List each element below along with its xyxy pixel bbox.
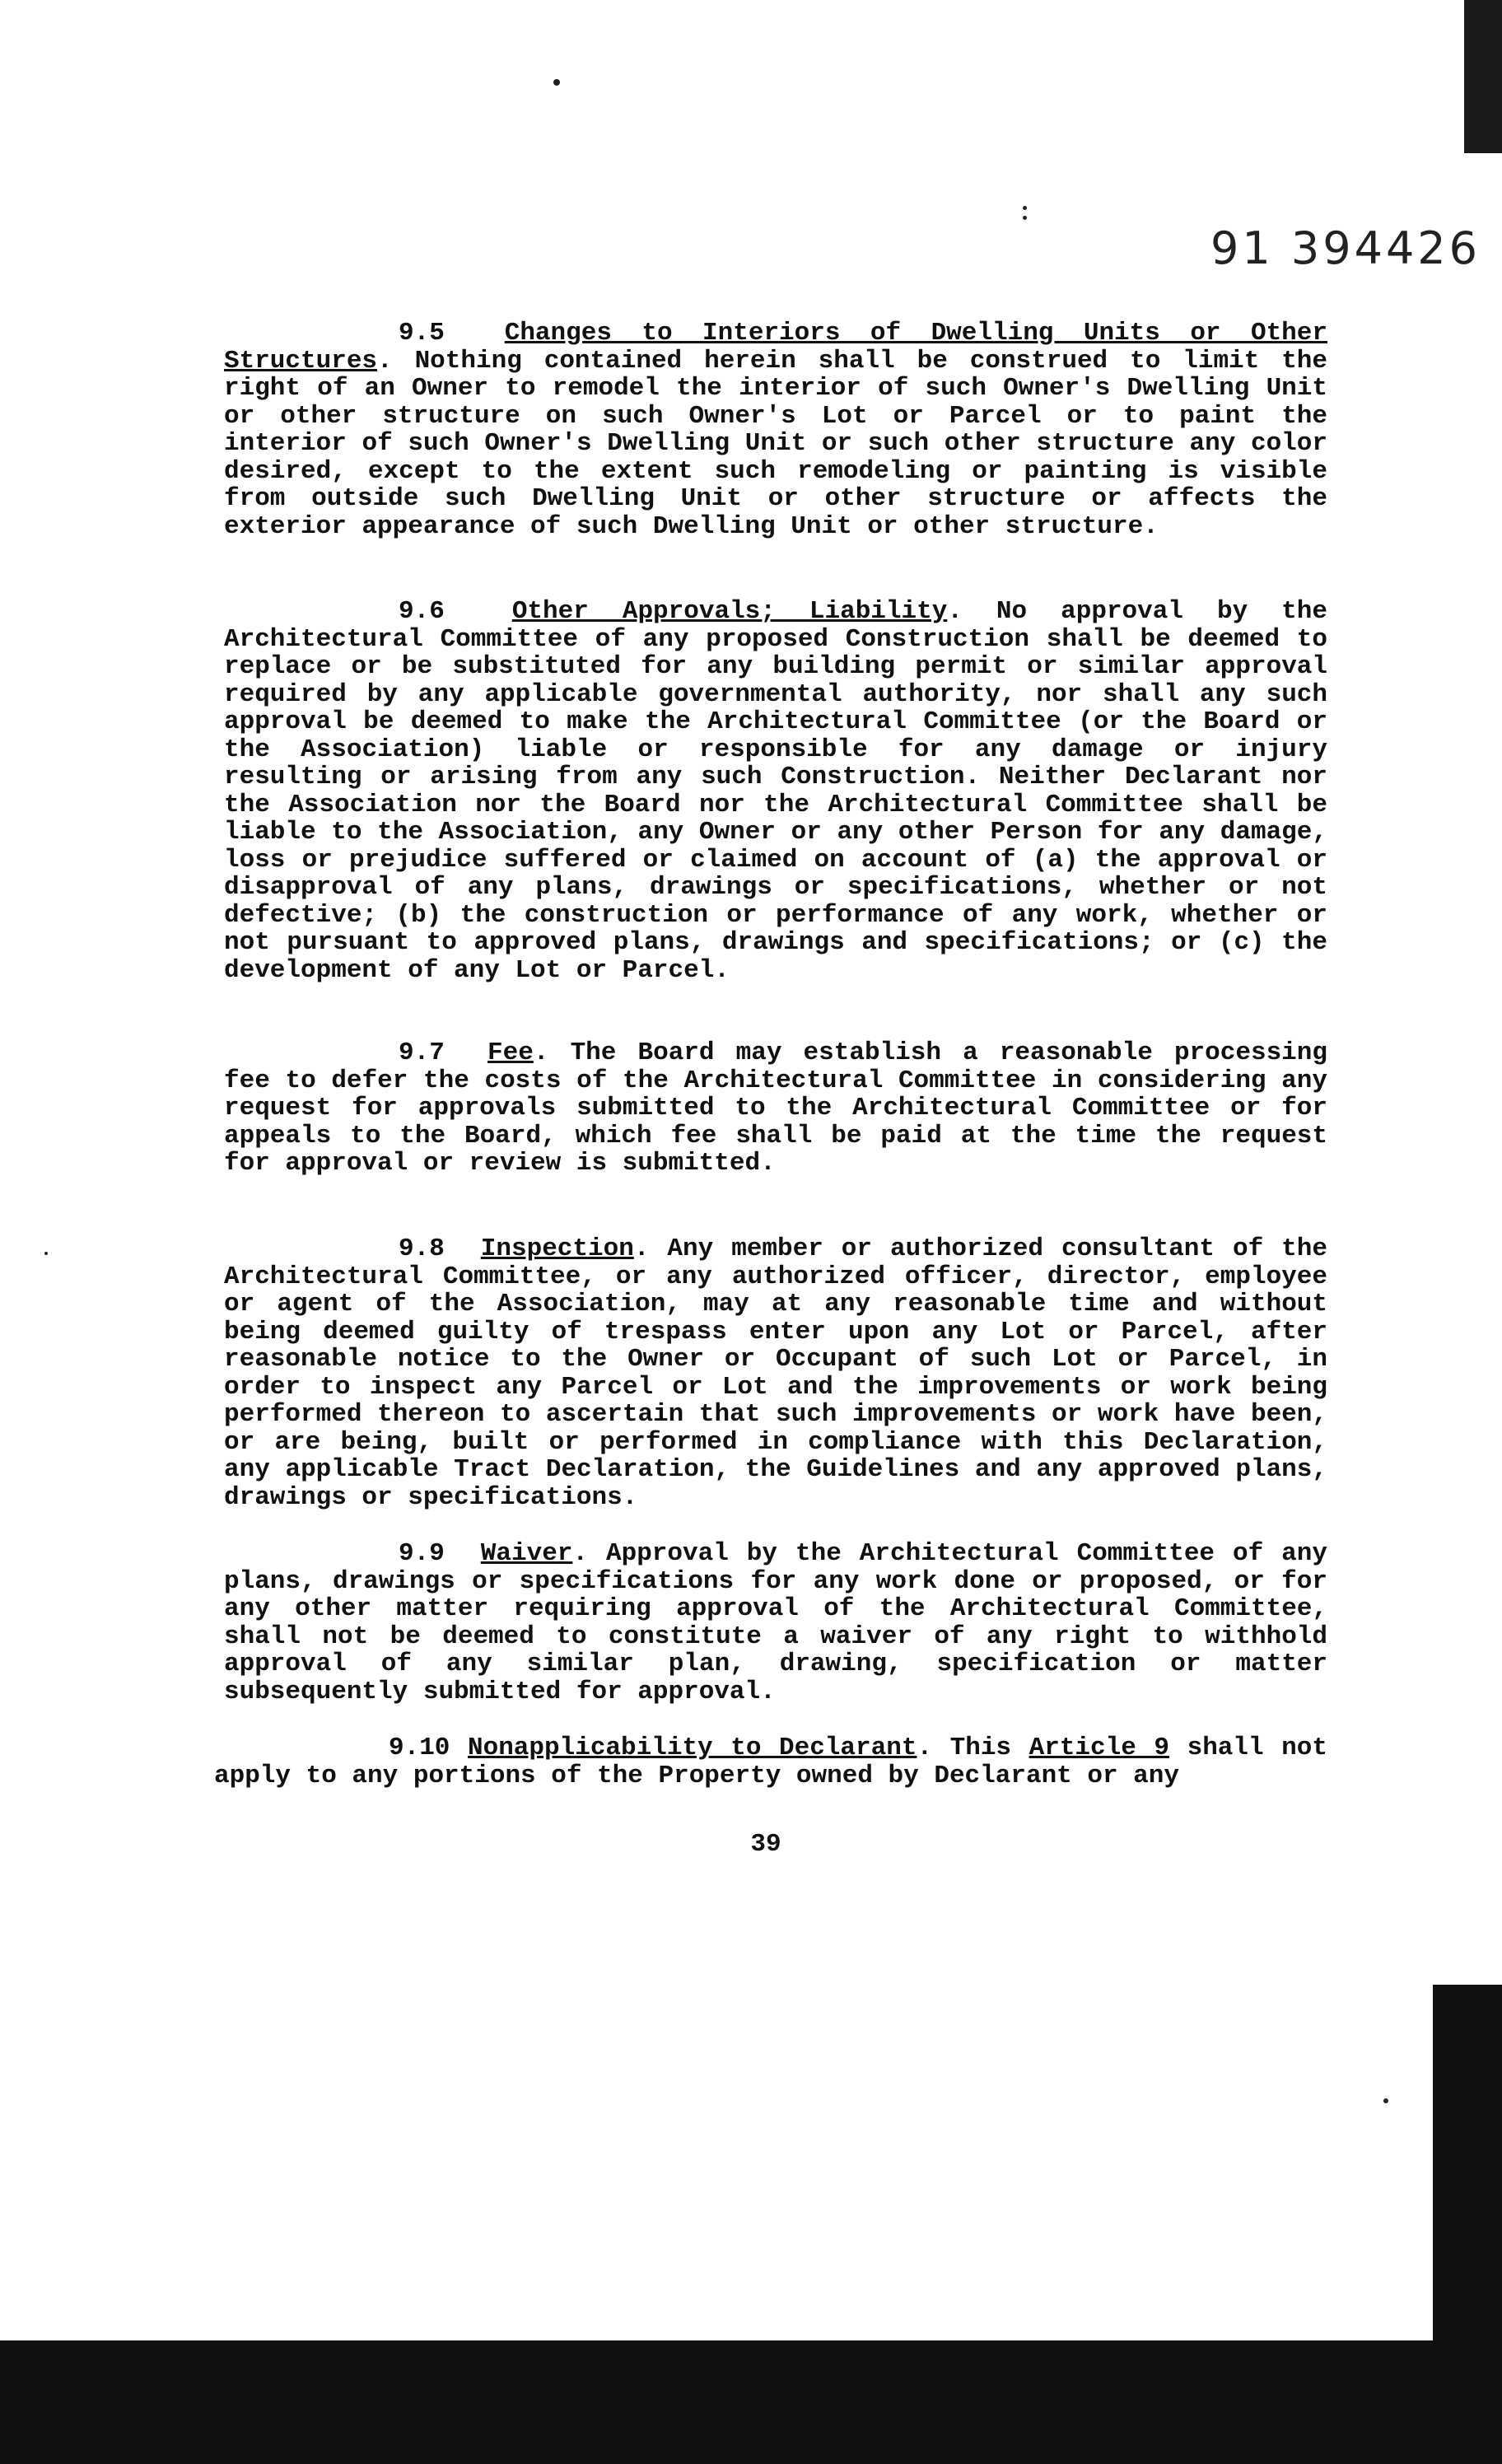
section-heading: Nonapplicability to Declarant xyxy=(468,1734,917,1762)
section-number: 9.6 xyxy=(399,597,445,626)
scan-border-top-right xyxy=(1464,0,1502,153)
section-heading: Fee xyxy=(487,1038,534,1067)
page-number: 39 xyxy=(750,1830,781,1859)
section-heading: Other Approvals; Liability xyxy=(511,597,948,626)
document-number: 91 394426 xyxy=(1210,222,1481,274)
section-number: 9.7 xyxy=(399,1038,445,1067)
scan-speck xyxy=(1383,2098,1388,2103)
section-9-7: 9.7 Fee. The Board may establish a reasonable processing fee to defer the costs of the Architectural Committee in considering any request for approvals submitted to the Architectural Committee or for appeals to the Board, which fee shall be paid at the time the request for approval or review is submitted. xyxy=(224,1038,1327,1178)
section-9-9: 9.9 Waiver. Approval by the Architectural Committee of any plans, drawings or specifications for any work done or proposed, or for any other matter requiring approval of the Architectural Committee, shall not be deemed to constitute a waiver of any right to withhold approval of any similar plan, drawing, specification or matter subsequently submitted for approval. xyxy=(224,1539,1327,1706)
scan-speck xyxy=(44,1252,48,1255)
scan-border-bottom xyxy=(0,2340,1502,2464)
section-9-8: 9.8 Inspection. Any member or authorized consultant of the Architectural Committee, or any authorized officer, director, employee or agent of the Association, may at any reasonable time and without being deemed guilty of trespass enter upon any Lot or Parcel, after reasonable notice to the Owner or Occupant of such Lot or Parcel, in order to inspect any Parcel or Lot and the improvements or work being performed thereon to ascertain that such improvements or work have been, or are being, built or performed in compliance with this Declaration, any applicable Tract Declaration, the Guidelines and any approved plans, drawings or specifications. xyxy=(224,1234,1327,1512)
article-reference: Article 9 xyxy=(1029,1734,1170,1762)
scan-speck xyxy=(1023,206,1027,210)
section-heading: Waiver xyxy=(480,1539,573,1568)
section-number: 9.9 xyxy=(399,1539,445,1568)
section-body: Any member or authorized consultant of the Architectural Committee, or any authorized officer, director, employee or agent of the Association, may at any reasonable time and without being deemed guilty of trespass enter upon any Lot or Parcel, after reasonable notice to the Owner or Occupant of such Lot or Parcel, in order to inspect any Parcel or Lot and the improvements or work being performed thereon to ascertain that such improvements or work have been, or are being, built or performed in compliance with this Declaration, any applicable Tract Declaration, the Guidelines and any approved plans, drawings or specifications. xyxy=(224,1234,1327,1512)
scan-speck xyxy=(553,79,560,86)
section-body: shall not apply to any portions of the Property owned by Declarant or any xyxy=(214,1734,1327,1790)
section-heading: Inspection xyxy=(480,1234,634,1263)
section-number: 9.5 xyxy=(399,319,445,348)
section-body: No approval by the Architectural Committee of any proposed Construction shall be deemed to replace or be substituted for any building permit or similar approval required by any applicable governmental authority, nor shall any such approval be deemed to make the Architectural Committee (or the Board or the Association) liable or responsible for any damage or injury resulting or arising from any such Construction. Neither Declarant nor the Association nor the Board nor the Architectural Committee shall be liable to the Association, any Owner or any other Person for any damage, loss or prejudice suffered or claimed on account of (a) the approval or disapproval of any plans, drawings or specifications, whether or not defective; (b) the construction or performance of any work, whether or not pursuant to approved plans, drawings and specifications; or (c) the development of any Lot or Parcel. xyxy=(224,597,1327,985)
section-number: 9.10 xyxy=(389,1734,450,1762)
section-body: Nothing contained herein shall be construed to limit the right of an Owner to remodel the interior of such Owner's Dwelling Unit or other structure on such Owner's Lot or Parcel or to paint the interior of such Owner's Dwelling Unit or such other structure any color desired, except to the extent such remodeling or painting is visible from outside such Dwelling Unit or other structure or affects the exterior appearance of such Dwelling Unit or other structure. xyxy=(224,346,1327,541)
section-body: Approval by the Architectural Committee of any plans, drawings or specifications for any work done or proposed, or for any other matter requiring approval of the Architectural Committee, shall not be deemed to constitute a waiver of any right to withhold approval of any similar plan, drawing, specification or matter subsequently submitted for approval. xyxy=(224,1539,1327,1706)
scan-speck xyxy=(1023,216,1027,220)
section-body: The Board may establish a reasonable processing fee to defer the costs of the Architectural Committee in considering any request for approvals submitted to the Architectural Committee or for appeals to the Board, which fee shall be paid at the time the request for approval or review is submitted. xyxy=(224,1038,1327,1178)
section-9-10: 9.10 Nonapplicability to Declarant. This Article 9 shall not apply to any portions of the Property owned by Declarant or any xyxy=(214,1734,1327,1790)
section-number: 9.8 xyxy=(399,1234,445,1263)
section-heading: Changes to Interiors of Dwelling Units or Other Structures xyxy=(224,319,1327,376)
section-9-5: 9.5 Changes to Interiors of Dwelling Units or Other Structures. Nothing contained herein shall be construed to limit the right of an Owner to remodel the interior of such Owner's Dwelling Unit or other structure on such Owner's Lot or Parcel or to paint the interior of such Owner's Dwelling Unit or such other structure any color desired, except to the extent such remodeling or painting is visible from outside such Dwelling Unit or other structure or affects the exterior appearance of such Dwelling Unit or other structure. xyxy=(224,319,1327,541)
section-9-6: 9.6 Other Approvals; Liability. No approval by the Architectural Committee of any proposed Construction shall be deemed to replace or be substituted for any building permit or similar approval required by any applicable governmental authority, nor shall any such approval be deemed to make the Architectural Committee (or the Board or the Association) liable or responsible for any damage or injury resulting or arising from any such Construction. Neither Declarant nor the Association nor the Board nor the Architectural Committee shall be liable to the Association, any Owner or any other Person for any damage, loss or prejudice suffered or claimed on account of (a) the approval or disapproval of any plans, drawings or specifications, whether or not defective; (b) the construction or performance of any work, whether or not pursuant to approved plans, drawings and specifications; or (c) the development of any Lot or Parcel. xyxy=(224,597,1327,985)
